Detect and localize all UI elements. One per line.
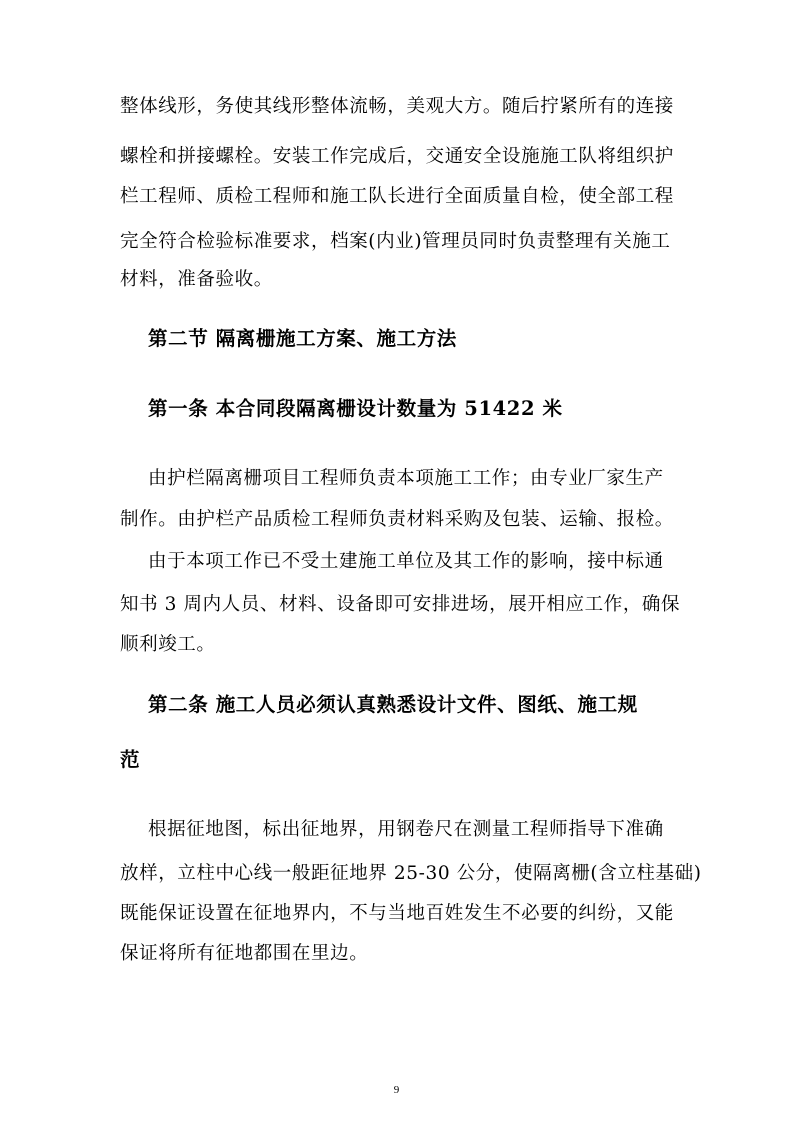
body-text-line: 完全符合检验标准要求，档案(内业)管理员同时负责整理有关施工 — [120, 231, 671, 252]
body-text-line: 材料，准备验收。 — [120, 269, 273, 290]
body-text-line: 根据征地图，标出征地界，用钢卷尺在测量工程师指导下准确 — [148, 819, 664, 840]
page-number: 9 — [393, 1084, 400, 1096]
article-heading: 第二条 施工人员必须认真熟悉设计文件、图纸、施工规 — [148, 693, 638, 716]
body-text-line: 放样，立柱中心线一般距征地界 25-30 公分，使隔离栅(含立柱基础) — [120, 863, 702, 884]
article-heading-continued: 范 — [120, 748, 141, 771]
body-text-line: 知书 3 周内人员、材料、设备即可安排进场，展开相应工作，确保 — [120, 594, 681, 615]
body-text-line: 制作。由护栏产品质检工程师负责材料采购及包装、运输、报检。 — [120, 509, 674, 530]
body-text-line: 保证将所有征地都围在里边。 — [120, 943, 369, 964]
article-heading: 第一条 本合同段隔离栅设计数量为 51422 米 — [148, 397, 563, 420]
section-heading: 第二节 隔离栅施工方案、施工方法 — [148, 327, 457, 350]
body-text-line: 由于本项工作已不受土建施工单位及其工作的影响，接中标通 — [148, 551, 664, 572]
body-text-line: 栏工程师、质检工程师和施工队长进行全面质量自检，使全部工程 — [120, 186, 674, 207]
body-text-line: 整体线形，务使其线形整体流畅，美观大方。随后拧紧所有的连接 — [120, 96, 674, 117]
body-text-line: 由护栏隔离栅项目工程师负责本项施工工作；由专业厂家生产 — [148, 468, 664, 489]
body-text-line: 既能保证设置在征地界内，不与当地百姓发生不必要的纠纷，又能 — [120, 903, 674, 924]
body-text-line: 顺利竣工。 — [120, 634, 216, 655]
body-text-line: 螺栓和拼接螺栓。安装工作完成后，交通安全设施施工队将组织护 — [120, 146, 674, 167]
